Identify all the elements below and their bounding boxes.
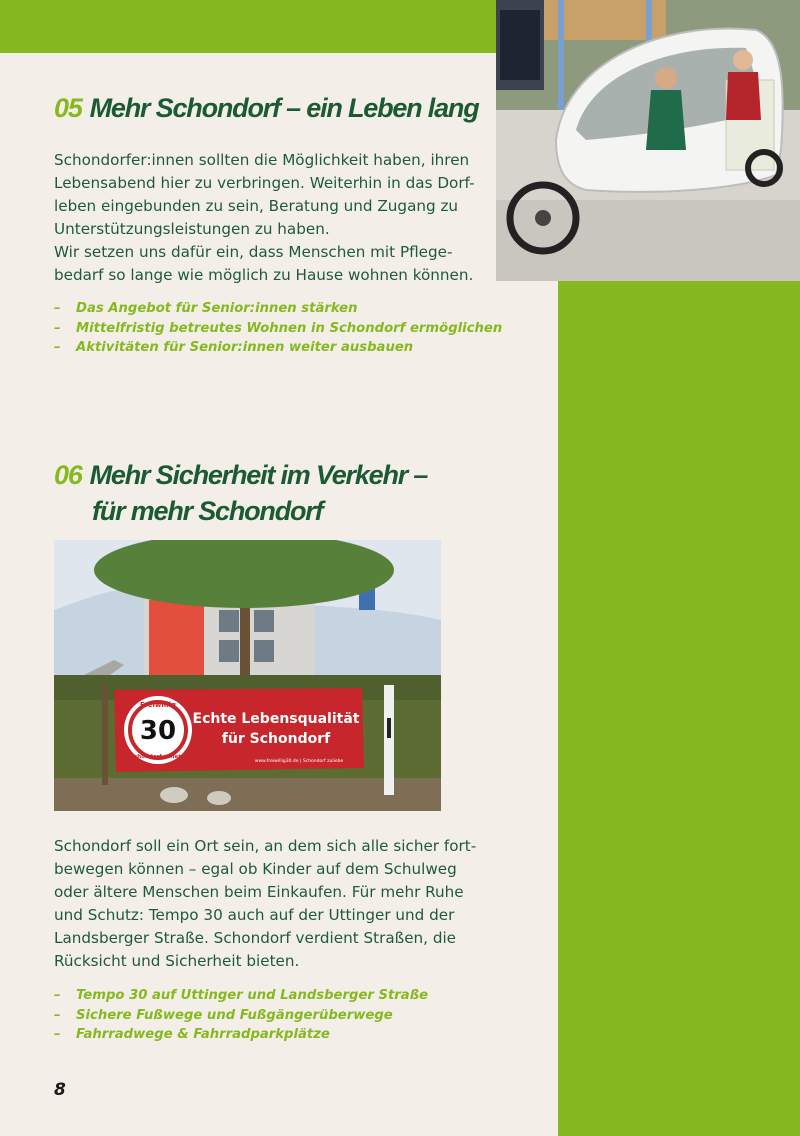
section-05-title: Mehr Schondorf – ein Leben lang: [89, 93, 479, 123]
sign-top-text: Freiwillig: [139, 701, 177, 709]
sign-number: 30: [139, 716, 177, 746]
list-item: – Tempo 30 auf Uttinger und Landsberger Straße: [54, 988, 429, 1003]
top-green-bar: [0, 0, 496, 53]
sign-bottom-text: Schondorf zuliebe: [130, 754, 186, 760]
section-06-number: 06: [54, 460, 82, 490]
banner-line2: für Schondorf: [221, 731, 331, 747]
side-green-panel: [558, 281, 800, 1136]
section-06-heading: [54, 457, 427, 529]
section-06-bullet-list: [54, 986, 428, 1045]
section-05-heading: [54, 90, 478, 126]
banner-line1: Echte Lebensqualität: [192, 711, 360, 727]
list-item: – Sichere Fußwege und Fußgängerüberwege: [54, 1007, 393, 1023]
photo-tempo30-banner: [54, 540, 441, 811]
list-item: – Aktivitäten für Senior:innen weiter ausbauen: [54, 340, 414, 355]
photo-rickshaw: [496, 0, 800, 281]
section-05-bullet-list: [54, 299, 502, 358]
banner-url: www.freiwillig30.de | Schondorf zuliebe: [254, 759, 344, 764]
section-06-title-line1: Mehr Sicherheit im Verkehr –: [89, 460, 428, 490]
page-number: 8: [54, 1080, 66, 1100]
list-item: – Mittelfristig betreutes Wohnen in Schondorf ermöglichen: [54, 320, 503, 336]
list-item: – Fahrradwege & Fahrradparkplätze: [54, 1027, 330, 1042]
section-05-number: 05: [54, 93, 82, 123]
section-05-body: Schondorfer:innen sollten die Möglichkeit haben, ihren Lebensabend hier zu verbringen. Weiterhin in das Dorf- leben eingebunden zu sein, Beratung und Zugang zu Unterstützungsleistungen zu haben. Wir setzen uns dafür ein, dass Menschen mit Pflege- bedarf so lange wie möglich zu Hause wohnen können.: [54, 151, 475, 284]
list-item: – Das Angebot für Senior:innen stärken: [54, 301, 358, 316]
section-06-title-line2: für mehr Schondorf: [92, 496, 323, 526]
section-06-body: Schondorf soll ein Ort sein, an dem sich alle sicher fort- bewegen können – egal ob Kinder auf dem Schulweg oder ältere Menschen beim Einkaufen. Für mehr Ruhe und Schutz: Tempo 30 auch auf der Uttinger und der Landsberger Straße. Schondorf verdient Straßen, die Rücksicht und Sicherheit bieten.: [54, 837, 477, 970]
